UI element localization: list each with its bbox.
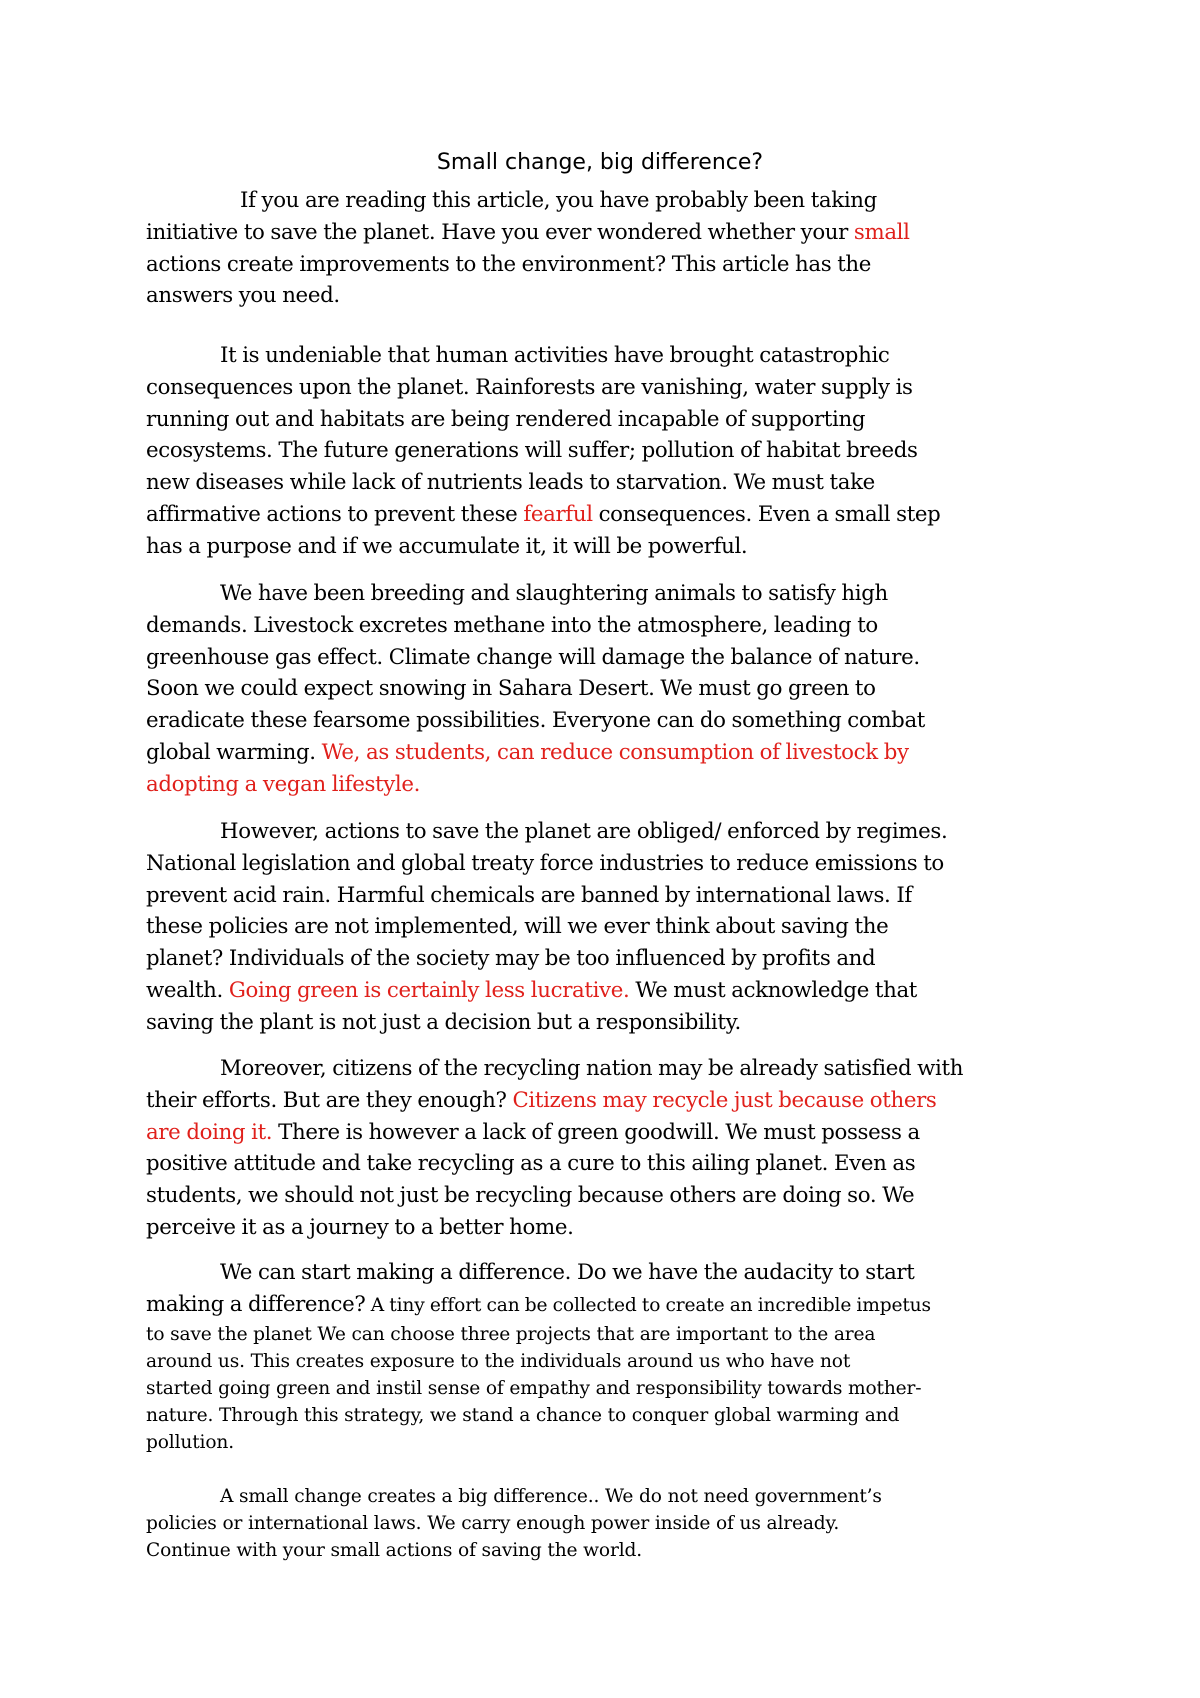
paragraph-line: making a difference? A tiny effort can be collected to create an incredible impetus [146, 1291, 931, 1317]
highlighted-text: fearful [523, 501, 593, 527]
paragraph-line: around us. This creates exposure to the individuals around us who have not [146, 1350, 851, 1372]
paragraph-line: eradicate these fearsome possibilities. Everyone can do something combat [146, 708, 926, 734]
paragraph-line: students, we should not just be recycling because others are doing so. We [146, 1183, 915, 1209]
paragraph-line: planet? Individuals of the society may be too influenced by profits and [146, 946, 876, 972]
paragraph-consequences [146, 340, 1066, 563]
paragraph-difference [146, 1257, 1066, 1456]
paragraph-line: running out and habitats are being rendered incapable of supporting [146, 406, 866, 432]
paragraph-line: initiative to save the planet. Have you ever wondered whether your small [146, 219, 910, 245]
paragraph-line: answers you need. [146, 283, 340, 309]
paragraph-line: prevent acid rain. Harmful chemicals are banned by international laws. If [146, 882, 912, 908]
paragraph-line: saving the plant is not just a decision but a responsibility. [146, 1009, 741, 1035]
paragraph-intro [146, 185, 1066, 312]
paragraph-line: National legislation and global treaty force industries to reduce emissions to [146, 850, 944, 876]
paragraph-line: Soon we could expect snowing in Sahara Desert. We must go green to [146, 676, 876, 702]
paragraph-line: A small change creates a big difference.. We do not need government’s [220, 1486, 882, 1507]
paragraph-line: actions create improvements to the environment? This article has the [146, 251, 872, 277]
highlighted-text: small [853, 219, 910, 245]
paragraph-line: nature. Through this strategy, we stand a chance to conquer global warming and [146, 1404, 900, 1426]
paragraph-livestock [146, 578, 1066, 801]
paragraph-line: policies or international laws. We carry enough power inside of us already. [146, 1513, 840, 1534]
highlighted-text: We, as students, can reduce consumption of livestock by [321, 739, 909, 765]
paragraph-line: wealth. Going green is certainly less lucrative. We must acknowledge that [146, 977, 917, 1003]
paragraph-line: greenhouse gas effect. Climate change will damage the balance of nature. [146, 644, 920, 670]
paragraph-recycling [146, 1053, 1066, 1244]
paragraph-line: perceive it as a journey to a better home. [146, 1214, 574, 1240]
paragraph-line: consequences upon the planet. Rainforests are vanishing, water supply is [146, 374, 913, 400]
paragraph-line: are doing it. There is however a lack of green goodwill. We must possess a [146, 1119, 920, 1145]
paragraph-line: Moreover, citizens of the recycling nation may be already satisfied with [220, 1056, 964, 1081]
paragraph-line: affirmative actions to prevent these fearful consequences. Even a small step [146, 501, 941, 527]
paragraph-line: Continue with your small actions of saving the world. [146, 1540, 642, 1561]
paragraph-line: demands. Livestock excretes methane into the atmosphere, leading to [146, 612, 878, 638]
highlighted-text: Citizens may recycle just because others [512, 1087, 937, 1113]
paragraph-line: It is undeniable that human activities have brought catastrophic [220, 343, 890, 368]
paragraph-line: We have been breeding and slaughtering animals to satisfy high [220, 581, 888, 606]
paragraph-line: started going green and instil sense of empathy and responsibility towards mother- [146, 1377, 922, 1399]
paragraph-line: new diseases while lack of nutrients leads to starvation. We must take [146, 470, 875, 496]
paragraph-line: has a purpose and if we accumulate it, it will be powerful. [146, 533, 748, 559]
paragraph-line: to save the planet We can choose three projects that are important to the area [146, 1323, 876, 1345]
paragraph-regimes [146, 816, 1066, 1039]
paragraph-line: global warming. We, as students, can reduce consumption of livestock by [146, 739, 909, 765]
document-title: Small change, big difference? [436, 150, 764, 175]
paragraph-line: positive attitude and take recycling as a cure to this ailing planet. Even as [146, 1151, 916, 1177]
paragraph-line: If you are reading this article, you have probably been taking [240, 188, 877, 213]
highlighted-text: adopting a vegan lifestyle. [146, 771, 421, 797]
paragraph-line: ecosystems. The future generations will suffer; pollution of habitat breeds [146, 438, 918, 464]
paragraph-line: these policies are not implemented, will we ever think about saving the [146, 914, 889, 940]
paragraph-conclusion [146, 1483, 1066, 1564]
highlighted-text: Going green is certainly less lucrative. [228, 977, 630, 1003]
paragraph-line: their efforts. But are they enough? Citizens may recycle just because others [146, 1087, 937, 1113]
paragraph-line: pollution. [146, 1431, 234, 1453]
paragraph-line: We can start making a difference. Do we have the audacity to start [220, 1260, 915, 1285]
paragraph-line [146, 769, 1066, 801]
highlighted-text: are doing it. [146, 1119, 273, 1145]
paragraph-line: However, actions to save the planet are obliged/ enforced by regimes. [220, 819, 948, 844]
